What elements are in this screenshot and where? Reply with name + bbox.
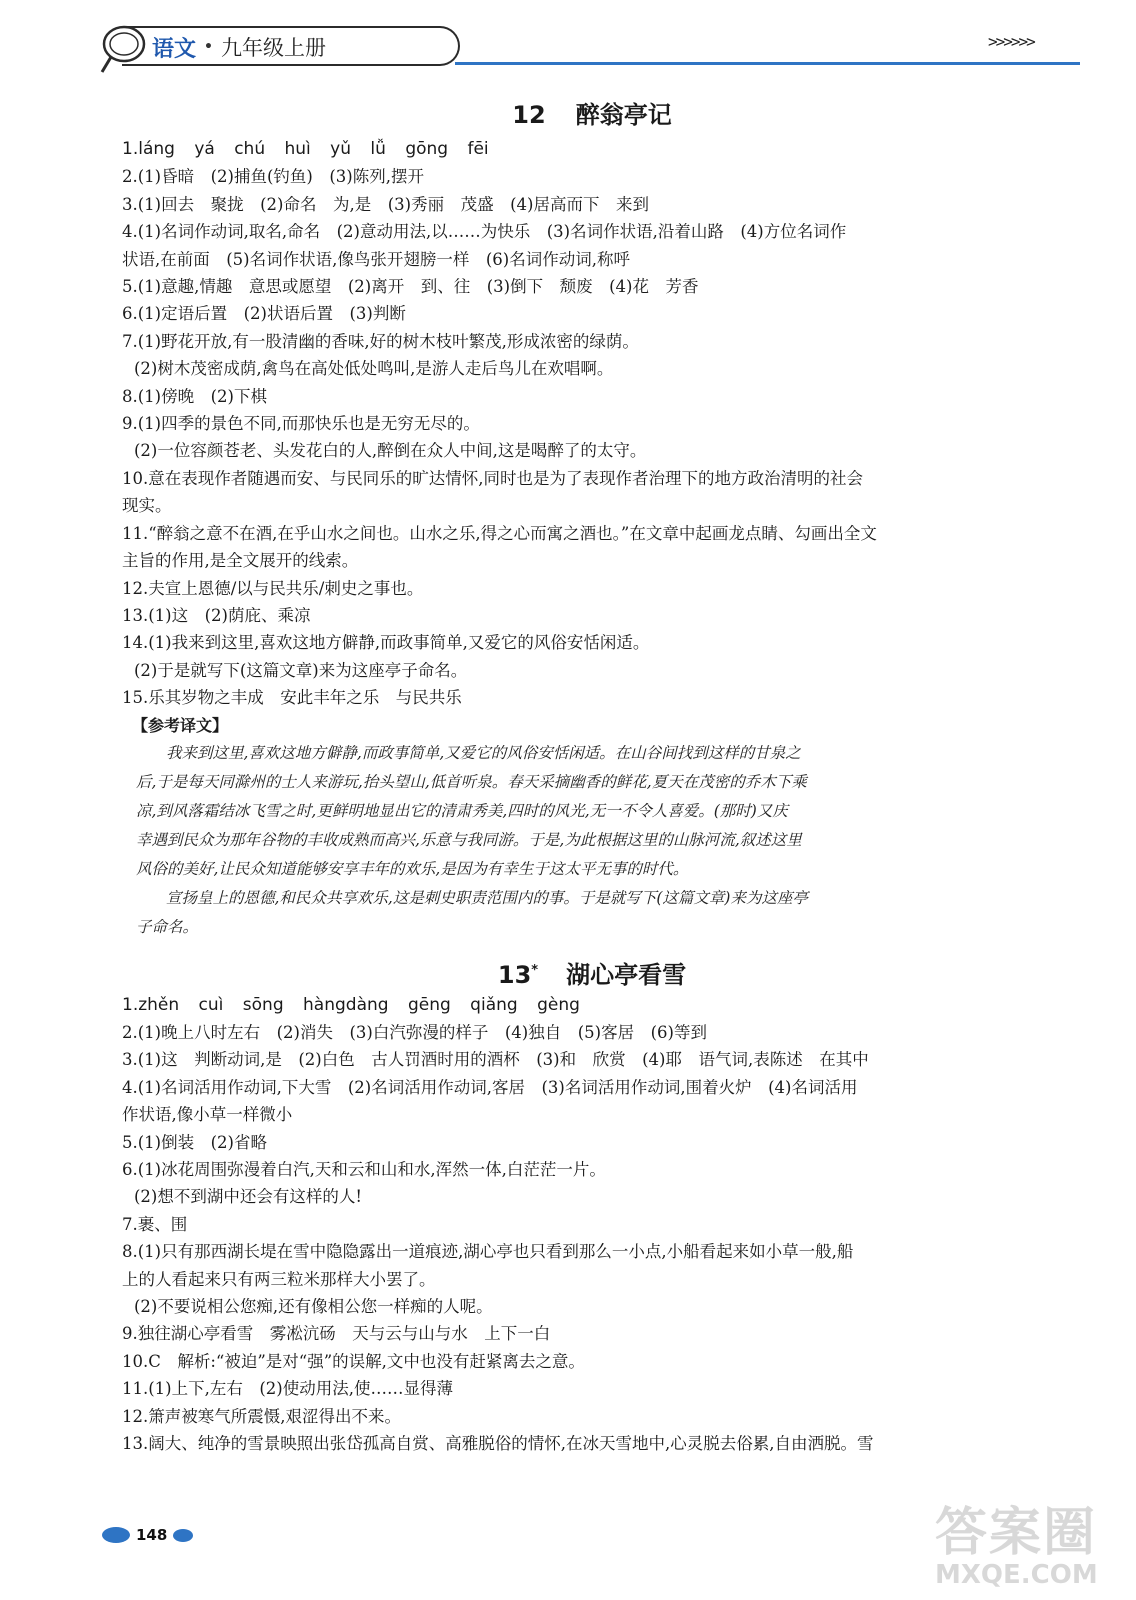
- page-number-badge: [102, 1522, 193, 1548]
- translation-line: 凉,到风落霜结冰飞雪之时,更鲜明地显出它的清肃秀美,四时的风光,无一不令人喜爱。(那时)又庆: [136, 801, 788, 820]
- translation-line: 后,于是每天同滁州的士人来游玩,抬头望山,低首听泉。春天采摘幽香的鲜花,夏天在茂密的乔木下乘: [136, 772, 807, 791]
- subject-label: 语文: [152, 36, 197, 62]
- page-dot-decoration: [173, 1529, 193, 1542]
- header-separator: •: [204, 39, 213, 55]
- watermark-cn: 答案圈: [935, 1503, 1098, 1563]
- watermark-en: MXQE.COM: [935, 1560, 1098, 1590]
- answer-line: 11.“醉翁之意不在酒,在乎山水之间也。山水之乐,得之心而寓之酒也。”在文章中起画龙点睛、勾画出全文: [122, 523, 877, 543]
- answer-line: 状语,在前面 (5)名词作状语,像鸟张开翅膀一样 (6)名词作动词,称呼: [122, 249, 630, 269]
- section-number: 13: [497, 960, 532, 989]
- answer-line: (2)想不到湖中还会有这样的人!: [134, 1187, 363, 1207]
- section-12-title: [122, 94, 1062, 136]
- section-title-text: 醉翁亭记: [575, 101, 672, 129]
- answer-line: (2)于是就写下(这篇文章)来为这座亭子命名。: [134, 660, 468, 680]
- answer-line: 9.(1)四季的景色不同,而那快乐也是无穷无尽的。: [122, 414, 480, 434]
- answer-line: (2)不要说相公您痴,还有像相公您一样痴的人呢。: [134, 1297, 493, 1316]
- answer-line: 6.(1)冰花周围弥漫着白汽,天和云和山和水,浑然一体,白茫茫一片。: [122, 1159, 606, 1179]
- answer-line: 4.(1)名词活用作动词,下大雪 (2)名词活用作动词,客居 (3)名词活用作动词,围着火炉 (4)名词活用: [122, 1077, 858, 1097]
- answer-line: 5.(1)意趣,情趣 意思或愿望 (2)离开 到、往 (3)倒下 颓废 (4)花 芳香: [122, 277, 699, 297]
- answer-line: (2)树木茂密成荫,禽鸟在高处低处鸣叫,是游人走后鸟儿在欢唱啊。: [134, 359, 614, 379]
- section-number: 12: [512, 101, 546, 129]
- reference-translation-label: 【参考译文】: [132, 715, 229, 735]
- answer-line: 3.(1)这 判断动词,是 (2)白色 古人罚酒时用的酒杯 (3)和 欣赏 (4)耶 语气词,表陈述 在其中: [122, 1050, 869, 1070]
- answer-line: 10.意在表现作者随遇而安、与民同乐的旷达情怀,同时也是为了表现作者治理下的地方政治清明的社会: [122, 468, 863, 488]
- translation-line: 宣扬皇上的恩德,和民众共享欢乐,这是刺史职责范围内的事。于是就写下(这篇文章)来为这座亭: [166, 888, 808, 907]
- page-header: [0, 0, 1136, 80]
- answer-line: 1.zhěn cuì sōng hàngdàng gēng qiǎng gèng: [122, 994, 580, 1015]
- header-rule: [455, 62, 1080, 65]
- answer-line: 13.阔大、纯净的雪景映照出张岱孤高自赏、高雅脱俗的情怀,在冰天雪地中,心灵脱去俗累,自由洒脱。雪: [122, 1434, 874, 1454]
- answer-line: 6.(1)定语后置 (2)状语后置 (3)判断: [122, 304, 406, 324]
- answer-line: 14.(1)我来到这里,喜欢这地方僻静,而政事简单,又爱它的风俗安恬闲适。: [122, 633, 650, 653]
- answer-line: 8.(1)傍晚 (2)下棋: [122, 386, 267, 406]
- translation-line: 风俗的美好,让民众知道能够安享丰年的欢乐,是因为有幸生于这太平无事的时代。: [136, 859, 689, 878]
- answer-line: 10.C 解析:“被迫”是对“强”的误解,文中也没有赶紧离去之意。: [122, 1351, 585, 1371]
- answer-line: 现实。: [122, 496, 172, 516]
- header-title: [152, 30, 326, 64]
- answer-content: [122, 94, 1062, 1457]
- section-gap: [122, 942, 1062, 950]
- chevron-arrows-icon: >>>>>>: [988, 32, 1034, 51]
- page-dot-decoration: [102, 1527, 130, 1543]
- grade-label: 九年级上册: [220, 36, 326, 60]
- translation-line: 我来到这里,喜欢这地方僻静,而政事简单,又爱它的风俗安恬闲适。在山谷间找到这样的甘泉之: [166, 743, 801, 762]
- answer-line: 上的人看起来只有两三粒米那样大小罢了。: [122, 1269, 436, 1289]
- answer-line: 15.乐其岁物之丰成 安此丰年之乐 与民共乐: [122, 688, 462, 708]
- translation-line: 幸遇到民众为那年谷物的丰收成熟而高兴,乐意与我同游。于是,为此根据这里的山脉河流,叙述这里: [136, 830, 802, 849]
- answer-line: 8.(1)只有那西湖长堤在雪中隐隐露出一道痕迹,湖心亭也只看到那么一小点,小船看起来如小草一般,船: [122, 1242, 854, 1262]
- answer-line: 12.箫声被寒气所震慑,艰涩得出不来。: [122, 1406, 401, 1426]
- answer-line: 7.(1)野花开放,有一股清幽的香味,好的树木枝叶繁茂,形成浓密的绿荫。: [122, 331, 639, 351]
- watermark-logo: [935, 1505, 1121, 1595]
- answer-line: 12.夫宣上恩德/以与民共乐/刺史之事也。: [122, 578, 424, 598]
- answer-line: 5.(1)倒装 (2)省略: [122, 1132, 267, 1152]
- translation-line: 子命名。: [136, 917, 199, 936]
- answer-line: 2.(1)晚上八时左右 (2)消失 (3)白汽弥漫的样子 (4)独自 (5)客居 (6)等到: [122, 1022, 707, 1042]
- answer-line: 2.(1)昏暗 (2)捕鱼(钓鱼) (3)陈列,摆开: [122, 167, 424, 187]
- section-title-text: 湖心亭看雪: [566, 960, 687, 989]
- answer-line: 11.(1)上下,左右 (2)使动用法,使……显得薄: [122, 1379, 453, 1399]
- answer-line: 13.(1)这 (2)荫庇、乘凉: [122, 605, 311, 625]
- magnifier-icon: [98, 22, 158, 78]
- answer-line: 4.(1)名词作动词,取名,命名 (2)意动用法,以……为快乐 (3)名词作状语,沿着山路 (4)方位名词作: [122, 222, 847, 242]
- answer-line: 主旨的作用,是全文展开的线索。: [122, 551, 359, 571]
- page-number: 148: [136, 1526, 168, 1544]
- optional-star-mark: *: [531, 962, 539, 978]
- answer-line: 作状语,像小草一样微小: [122, 1105, 293, 1125]
- answer-line: 7.裹、围: [122, 1214, 188, 1234]
- answer-line: 1.láng yá chú huì yǔ lǚ gōng fēi: [122, 139, 489, 159]
- answer-line: 3.(1)回去 聚拢 (2)命名 为,是 (3)秀丽 茂盛 (4)居高而下 来到: [122, 194, 649, 214]
- answer-line: (2)一位容颜苍老、头发花白的人,醉倒在众人中间,这是喝醉了的太守。: [134, 441, 647, 461]
- section-13-title: [122, 950, 1062, 992]
- answer-line: 9.独往湖心亭看雪 雾凇沆砀 天与云与山与水 上下一白: [122, 1324, 551, 1344]
